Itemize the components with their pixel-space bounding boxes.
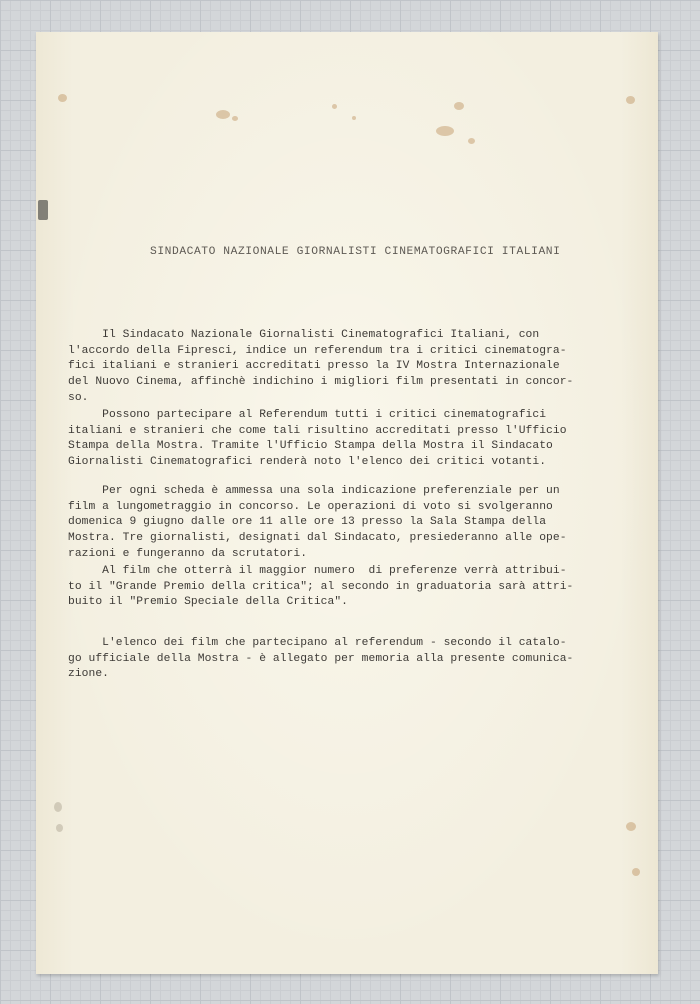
text-line: Possono partecipare al Referendum tutti i critici cinematografici xyxy=(68,409,547,421)
typewritten-letter-sheet xyxy=(36,32,658,974)
foxing-stain xyxy=(632,868,640,876)
text-line: l'accordo della Fipresci, indice un referendum tra i critici cinematogra- xyxy=(68,344,567,357)
text-line: fici italiani e stranieri accreditati presso la IV Mostra Internazionale xyxy=(68,360,560,373)
text-line: razioni e fungeranno da scrutatori. xyxy=(68,547,308,560)
foxing-stain xyxy=(436,126,454,136)
text-line: Stampa della Mostra. Tramite l'Ufficio Stampa della Mostra il Sindacato xyxy=(68,440,553,453)
foxing-stain xyxy=(232,116,238,121)
foxing-stain xyxy=(56,824,63,832)
text-line: Mostra. Tre giornalisti, designati dal Sindacato, presiederanno alle ope- xyxy=(68,532,567,545)
foxing-stain xyxy=(454,102,464,110)
paragraph-eligibility xyxy=(68,408,567,471)
foxing-stain xyxy=(352,116,356,120)
foxing-stain xyxy=(54,802,62,812)
paragraph-referendum-announcement xyxy=(68,328,573,407)
foxing-stain xyxy=(332,104,337,109)
foxing-stain xyxy=(468,138,475,144)
text-line: so. xyxy=(68,391,89,404)
foxing-stain xyxy=(626,96,635,104)
text-line: L'elenco dei film che partecipano al referendum - secondo il catalo- xyxy=(68,637,567,649)
foxing-stain xyxy=(58,94,67,102)
foxing-stain xyxy=(216,110,230,119)
text-line: Giornalisti Cinematografici renderà noto l'elenco dei critici votanti. xyxy=(68,456,547,469)
text-line: domenica 9 giugno dalle ore 11 alle ore 13 presso la Sala Stampa della xyxy=(68,516,547,529)
text-line: film a lungometraggio in concorso. Le operazioni di voto si svolgeranno xyxy=(68,500,553,513)
foxing-stain xyxy=(38,200,48,220)
text-line: italiani e stranieri che come tali risultino accreditati presso l'Ufficio xyxy=(68,424,567,437)
text-line: del Nuovo Cinema, affinchè indichino i migliori film presentati in concor- xyxy=(68,376,574,389)
paragraph-prizes xyxy=(68,564,573,611)
text-line: Al film che otterrà il maggior numero di preferenze verrà attribui- xyxy=(68,565,567,577)
paragraph-film-list xyxy=(68,636,573,683)
paragraph-voting-procedure xyxy=(68,484,567,563)
foxing-stain xyxy=(626,822,636,831)
text-line: buito il "Premio Speciale della Critica". xyxy=(68,596,348,609)
document-heading: SINDACATO NAZIONALE GIORNALISTI CINEMATOGRAFICI ITALIANI xyxy=(150,246,561,258)
text-line: go ufficiale della Mostra - è allegato per memoria alla presente comunica- xyxy=(68,652,574,665)
text-line: to il "Grande Premio della critica"; al secondo in graduatoria sarà attri- xyxy=(68,580,574,593)
text-line: Per ogni scheda è ammessa una sola indicazione preferenziale per un xyxy=(68,485,560,497)
text-line: zione. xyxy=(68,668,109,681)
text-line: Il Sindacato Nazionale Giornalisti Cinematografici Italiani, con xyxy=(68,329,540,341)
